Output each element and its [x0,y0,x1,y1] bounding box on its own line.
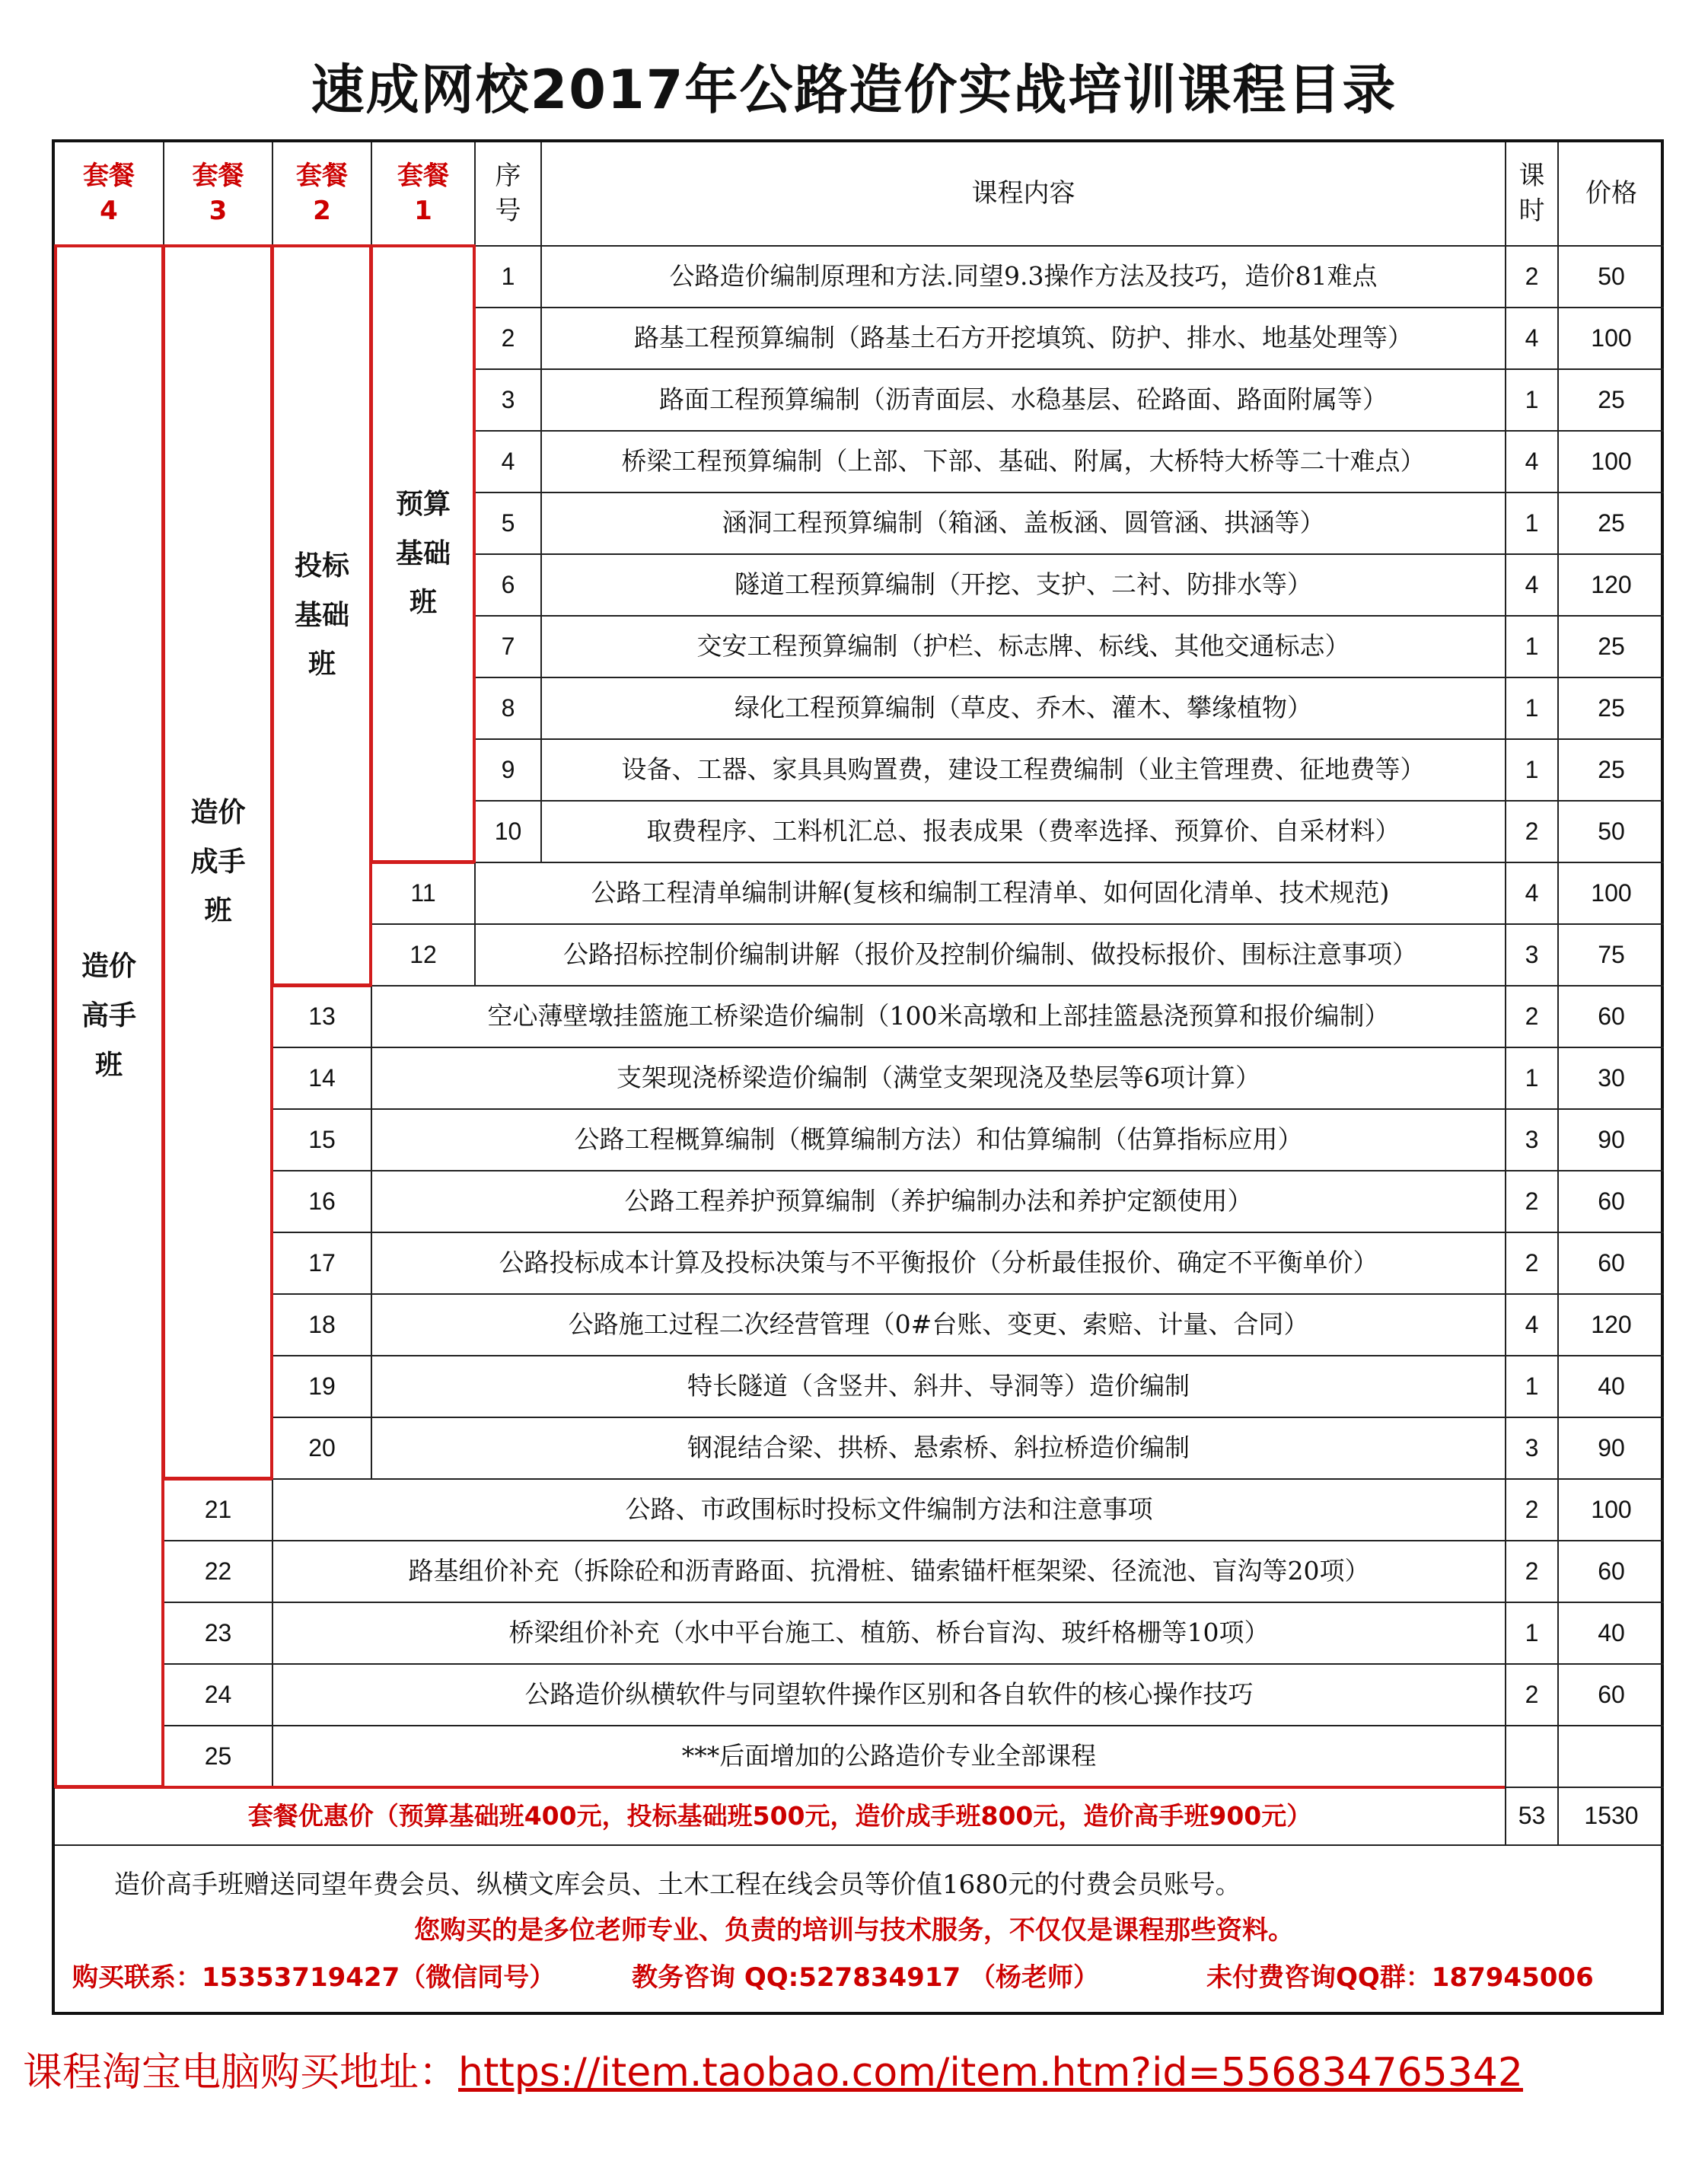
row-price: 60 [1557,1663,1664,1725]
page-title: 速成网校2017年公路造价实战培训课程目录 [311,59,1397,121]
row-seq: 18 [272,1293,371,1355]
row-price: 50 [1557,800,1664,862]
summary-divider [55,1844,1664,1846]
row-seq: 6 [474,553,540,615]
row-seq: 10 [474,800,540,862]
row-seq: 15 [272,1108,371,1170]
header-pkg1: 套餐1 [371,142,474,245]
row-seq: 22 [163,1540,272,1602]
row-seq: 17 [272,1232,371,1293]
row-content: 设备、工器、家具具购置费，建设工程费编制（业主管理费、征地费等） [540,738,1505,800]
row-content: 隧道工程预算编制（开挖、支护、二衬、防排水等） [540,553,1505,615]
contact-group: 未付费咨询QQ群：187945006 [1206,1962,1594,1993]
row-content: 公路造价纵横软件与同望软件操作区别和各自软件的核心操作技巧 [272,1663,1505,1725]
row-content: 公路、市政围标时投标文件编制方法和注意事项 [272,1478,1505,1540]
row-seq: 21 [163,1478,272,1540]
contact-edu: 教务咨询 QQ:527834917 （杨老师） [632,1962,1099,1993]
purchase-link-label: 课程淘宝电脑购买地址： [23,2050,459,2096]
row-price: 25 [1557,368,1664,430]
row-content: 公路施工过程二次经营管理（0#台账、变更、索赔、计量、合同） [371,1293,1505,1355]
row-content: 公路造价编制原理和方法.同望9.3操作方法及技巧，造价81难点 [540,245,1505,307]
row-price: 25 [1557,615,1664,677]
row-price: 100 [1557,307,1664,368]
row-seq: 16 [272,1170,371,1232]
header-content: 课程内容 [540,142,1505,245]
row-hours: 3 [1505,1417,1557,1478]
row-price: 120 [1557,553,1664,615]
row-price: 25 [1557,492,1664,553]
row-hours: 1 [1505,1047,1557,1108]
row-hours: 4 [1505,307,1557,368]
header-price: 价格 [1557,142,1664,245]
row-price: 40 [1557,1355,1664,1417]
group-bid-basic: 投标基础班 [272,245,371,985]
row-content: 路面工程预算编制（沥青面层、水稳基层、砼路面、路面附属等） [540,368,1505,430]
row-hours: 2 [1505,1540,1557,1602]
row-content: 支架现浇桥梁造价编制（满堂支架现浇及垫层等6项计算） [371,1047,1505,1108]
row-hours: 3 [1505,923,1557,985]
purchase-link-line [23,2040,1523,2097]
header-pkg4: 套餐4 [83,160,135,226]
header-pkg3: 套餐3 [163,142,272,245]
row-hours: 1 [1505,492,1557,553]
row-price [1557,1725,1664,1787]
row-hours: 4 [1505,862,1557,923]
summary-price: 1530 [1557,1787,1664,1844]
row-seq: 13 [272,985,371,1047]
row-seq: 9 [474,738,540,800]
row-content: 公路投标成本计算及投标决策与不平衡报价（分析最佳报价、确定不平衡单价） [371,1232,1505,1293]
row-price: 90 [1557,1108,1664,1170]
row-hours: 1 [1505,368,1557,430]
row-seq: 25 [163,1725,272,1787]
row-content: 特长隧道（含竖井、斜井、导洞等）造价编制 [371,1355,1505,1417]
row-price: 40 [1557,1602,1664,1663]
row-content: 路基组价补充（拆除砼和沥青路面、抗滑桩、锚索锚杆框架梁、径流池、盲沟等20项） [272,1540,1505,1602]
row-hours: 2 [1505,1170,1557,1232]
service-note: 您购买的是多位老师专业、负责的培训与技术服务，不仅仅是课程那些资料。 [414,1915,1294,1946]
group-budget-basic: 预算基础班 [371,245,474,862]
row-hours: 2 [1505,800,1557,862]
row-seq: 2 [474,307,540,368]
row-content: 桥梁组价补充（水中平台施工、植筋、桥台盲沟、玻纤格栅等10项） [272,1602,1505,1663]
row-content: 涵洞工程预算编制（箱涵、盖板涵、圆管涵、拱涵等） [540,492,1505,553]
header-pkg2: 套餐2 [272,142,371,245]
row-seq: 7 [474,615,540,677]
row-seq: 24 [163,1663,272,1725]
row-seq: 3 [474,368,540,430]
row-seq: 19 [272,1355,371,1417]
row-hours: 3 [1505,1108,1557,1170]
group-cost-skilled: 造价成手班 [163,245,272,1478]
row-seq: 23 [163,1602,272,1663]
course-table [52,139,1664,2015]
purchase-link[interactable]: https://item.taobao.com/item.htm?id=556834765342 [458,2050,1524,2096]
group-cost-expert: 造价高手班 [55,245,163,1787]
row-content: 钢混结合梁、拱桥、悬索桥、斜拉桥造价编制 [371,1417,1505,1478]
row-price: 50 [1557,245,1664,307]
row-content: 交安工程预算编制（护栏、标志牌、标线、其他交通标志） [540,615,1505,677]
row-content: 公路工程清单编制讲解(复核和编制工程清单、如何固化清单、技术规范) [474,862,1505,923]
row-content: 公路工程养护预算编制（养护编制办法和养护定额使用） [371,1170,1505,1232]
row-price: 60 [1557,985,1664,1047]
row-hours [1505,1725,1557,1787]
row-content: 路基工程预算编制（路基土石方开挖填筑、防护、排水、地基处理等） [540,307,1505,368]
row-content: 绿化工程预算编制（草皮、乔木、灌木、攀缘植物） [540,677,1505,738]
summary-hours: 53 [1505,1787,1557,1844]
row-seq: 5 [474,492,540,553]
row-seq: 14 [272,1047,371,1108]
row-content: ***后面增加的公路造价专业全部课程 [272,1725,1505,1787]
row-content: 公路工程概算编制（概算编制方法）和估算编制（估算指标应用） [371,1108,1505,1170]
header-seq: 序号 [474,142,540,245]
row-hours: 2 [1505,245,1557,307]
bonus-note: 造价高手班赠送同望年费会员、纵横文库会员、土木工程在线会员等价值1680元的付费会员账号。 [114,1870,1241,1900]
row-price: 30 [1557,1047,1664,1108]
row-seq: 20 [272,1417,371,1478]
row-hours: 2 [1505,1663,1557,1725]
row-price: 75 [1557,923,1664,985]
row-hours: 4 [1505,553,1557,615]
row-seq: 1 [474,245,540,307]
row-hours: 2 [1505,1232,1557,1293]
row-price: 100 [1557,862,1664,923]
contact-buy: 购买联系：15353719427（微信同号） [72,1962,556,1993]
row-hours: 1 [1505,1355,1557,1417]
row-price: 60 [1557,1170,1664,1232]
row-seq: 12 [371,923,474,985]
row-price: 100 [1557,1478,1664,1540]
row-price: 60 [1557,1232,1664,1293]
row-content: 桥梁工程预算编制（上部、下部、基础、附属，大桥特大桥等二十难点） [540,430,1505,492]
row-content: 取费程序、工料机汇总、报表成果（费率选择、预算价、自采材料） [540,800,1505,862]
header-hours: 课时 [1505,142,1557,245]
row-hours: 2 [1505,1478,1557,1540]
row-seq: 8 [474,677,540,738]
row-seq: 4 [474,430,540,492]
row-content: 公路招标控制价编制讲解（报价及控制价编制、做投标报价、围标注意事项） [474,923,1505,985]
row-price: 60 [1557,1540,1664,1602]
row-content: 空心薄壁墩挂篮施工桥梁造价编制（100米高墩和上部挂篮悬浇预算和报价编制） [371,985,1505,1047]
row-price: 25 [1557,738,1664,800]
row-price: 25 [1557,677,1664,738]
row-price: 100 [1557,430,1664,492]
summary-label: 套餐优惠价（预算基础班400元，投标基础班500元，造价成手班800元，造价高手班900元） [55,1787,1505,1844]
row-hours: 4 [1505,430,1557,492]
row-hours: 1 [1505,615,1557,677]
row-hours: 1 [1505,1602,1557,1663]
row-price: 120 [1557,1293,1664,1355]
row-hours: 4 [1505,1293,1557,1355]
row-hours: 1 [1505,738,1557,800]
row-hours: 2 [1505,985,1557,1047]
row-hours: 1 [1505,677,1557,738]
row-price: 90 [1557,1417,1664,1478]
row-seq: 11 [371,862,474,923]
